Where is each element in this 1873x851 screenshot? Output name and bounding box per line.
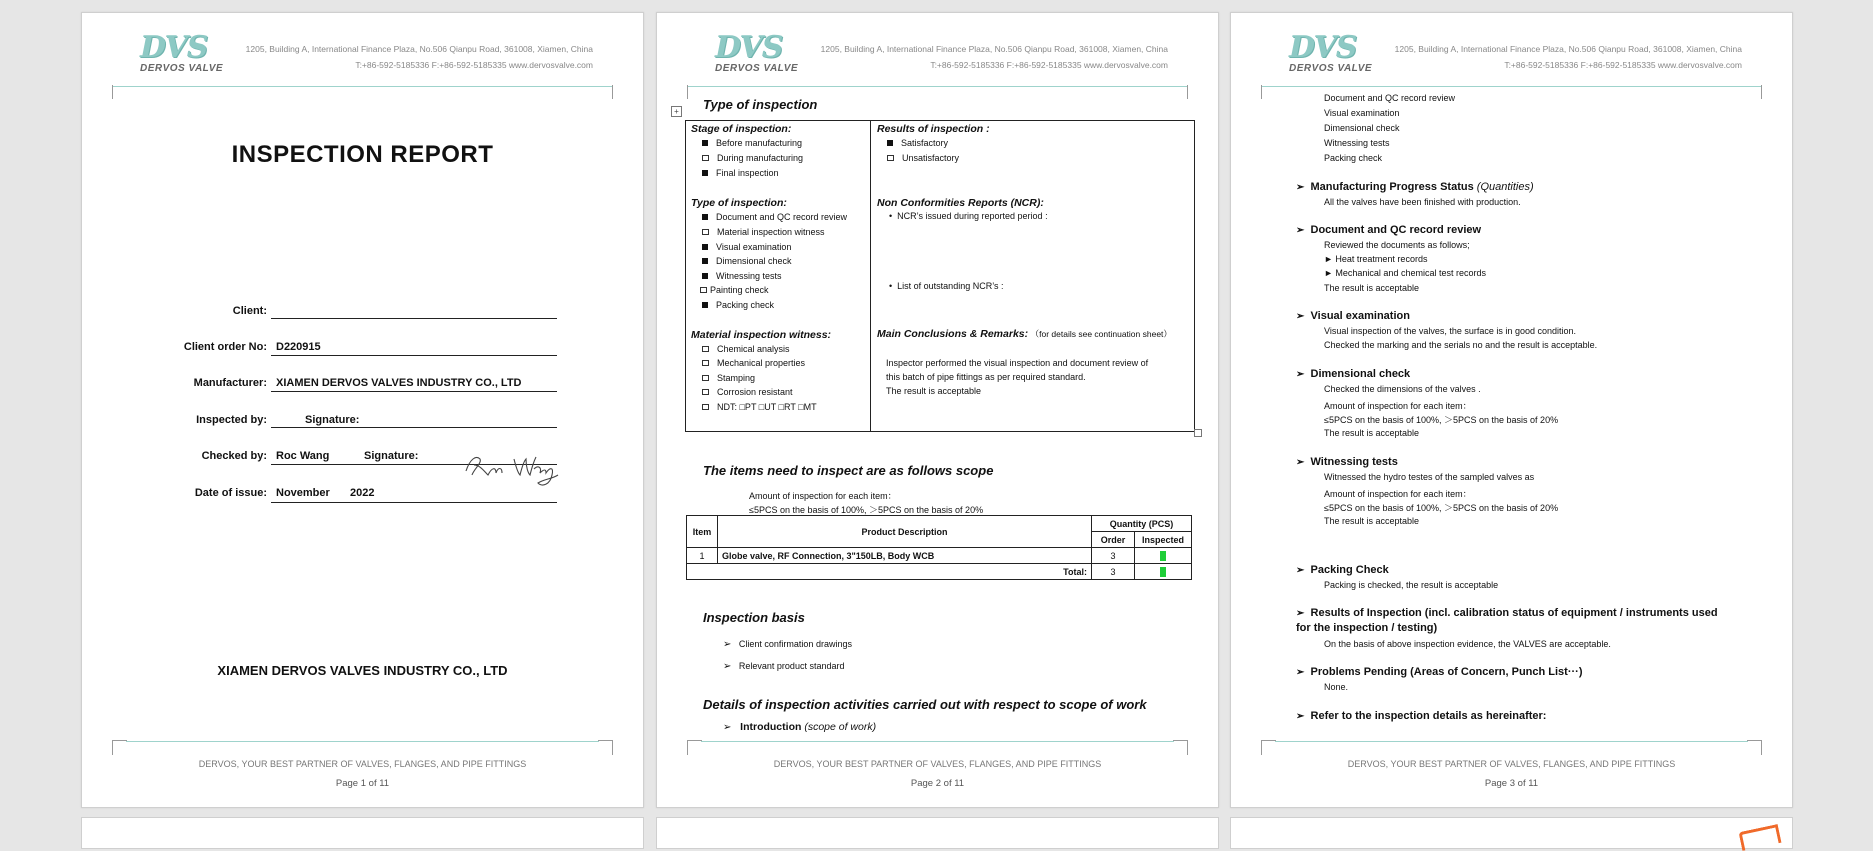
document-page-6: [1230, 817, 1793, 849]
type-item: Witnessing tests: [702, 271, 782, 281]
checkbox-empty-icon: [702, 155, 709, 161]
handwritten-signature: [462, 445, 562, 489]
document-page-1: [81, 12, 644, 808]
details-heading: Details of inspection activities carried out with respect to scope of work: [703, 697, 1147, 712]
header-divider: [1261, 86, 1762, 87]
header-address-block: [821, 41, 1168, 73]
checkbox-empty-icon: [887, 155, 894, 161]
header-address-block: [246, 41, 593, 73]
checkbox-empty-icon: [702, 360, 709, 366]
corner-mark: [112, 740, 127, 755]
checkbox-checked-icon: [702, 214, 708, 220]
type-item: Material inspection witness: [702, 227, 825, 237]
logo-text: DERVOS VALVE: [140, 63, 224, 74]
doc-line: ► Heat treatment records: [1324, 254, 1428, 264]
corner-mark: [1747, 740, 1762, 755]
checkbox-checked-icon: [702, 273, 708, 279]
manufacturer-label: Manufacturer:: [193, 377, 267, 389]
row-inspected: [1135, 548, 1192, 564]
arrow-bullet-icon: ➢: [1296, 225, 1305, 236]
checkbox-empty-icon: [700, 287, 707, 293]
field-underline: [271, 427, 557, 428]
header-divider: [687, 86, 1188, 87]
arrow-bullet-icon: ➢: [1296, 711, 1305, 722]
quantity-table: [686, 515, 1192, 580]
footer-divider: [701, 741, 1174, 742]
table-row: [687, 548, 1192, 564]
client-order-value: D220915: [276, 341, 321, 353]
inspected-highlight: [1160, 567, 1166, 577]
corner-mark: [598, 740, 613, 755]
footer-divider: [1275, 741, 1748, 742]
type-title: Type of inspection:: [691, 197, 787, 209]
col-qty-header: Quantity (PCS): [1092, 516, 1192, 532]
stage-item: Before manufacturing: [702, 138, 802, 148]
arrow-bullet-icon: ➢: [723, 722, 732, 733]
row-item: 1: [687, 548, 718, 564]
field-underline: [271, 391, 557, 392]
report-title: INSPECTION REPORT: [231, 141, 494, 168]
wit-line: The result is acceptable: [1324, 516, 1420, 526]
inspection-basis-heading: Inspection basis: [703, 610, 805, 625]
arrow-bullet-icon: ➢: [1296, 608, 1305, 619]
conclusions-line: The result is acceptable: [886, 386, 982, 396]
material-title: Material inspection witness:: [691, 329, 832, 341]
date-year: 2022: [350, 487, 375, 499]
scope-list-item: Document and QC record review: [1324, 93, 1456, 103]
table-move-handle-icon[interactable]: +: [671, 106, 682, 117]
checked-by-label: Checked by:: [201, 450, 267, 462]
corner-mark: [1261, 740, 1276, 755]
material-item: Chemical analysis: [702, 344, 790, 354]
document-page-2: [656, 12, 1219, 808]
dim-line: ≤5PCS on the basis of 100%, ＞5PCS on the basis of 20%: [1324, 415, 1559, 425]
type-item: Dimensional check: [702, 256, 792, 266]
table-total-row: [687, 564, 1192, 580]
scope-list-item: Witnessing tests: [1324, 138, 1390, 148]
conclusions-line: this batch of pipe fittings as per required standard.: [886, 372, 1086, 382]
ncr-title: Non Conformities Reports (NCR):: [877, 197, 1044, 209]
logo-mark: DVS: [1289, 30, 1357, 65]
row-desc: Globe valve, RF Connection, 3"150LB, Body WCB: [718, 548, 1092, 564]
inspected-highlight: [1160, 551, 1166, 561]
page-number: Page 2 of 11: [910, 778, 965, 789]
arrow-bullet-icon: ➢: [1296, 667, 1305, 678]
checkbox-checked-icon: [702, 302, 708, 308]
inspection-type-table: [685, 120, 1195, 432]
inspected-by-label: Inspected by:: [196, 414, 267, 426]
introduction-item: ➢ Introduction (scope of work): [723, 721, 877, 733]
checkbox-checked-icon: [887, 140, 893, 146]
doc-review-heading: ➢ Document and QC record review: [1296, 224, 1482, 236]
page-number: Page 3 of 11: [1484, 778, 1539, 789]
total-label: Total:: [687, 564, 1092, 580]
corner-mark: [687, 740, 702, 755]
col-inspected-header: Inspected: [1135, 532, 1192, 548]
col-item-header: Item: [687, 516, 718, 548]
checkbox-empty-icon: [702, 346, 709, 352]
conclusions-line: Inspector performed the visual inspection and document review of: [886, 358, 1149, 368]
visual-heading: ➢ Visual examination: [1296, 310, 1410, 322]
company-name: XIAMEN DERVOS VALVES INDUSTRY CO., LTD: [217, 663, 508, 678]
logo-mark: DVS: [715, 30, 783, 65]
stage-item: Final inspection: [702, 168, 779, 178]
corner-mark: [1173, 85, 1188, 99]
doc-line: Reviewed the documents as follows;: [1324, 240, 1470, 250]
mps-text: All the valves have been finished with production.: [1324, 197, 1521, 207]
table-divider: [870, 121, 871, 431]
dim-line: The result is acceptable: [1324, 428, 1420, 438]
client-order-label: Client order No:: [183, 341, 267, 353]
arrow-bullet-icon: ➢: [1296, 369, 1305, 380]
corner-mark: [598, 85, 613, 99]
footer-tagline: DERVOS, YOUR BEST PARTNER OF VALVES, FLANGES, AND PIPE FITTINGS: [773, 759, 1102, 769]
type-item: Visual examination: [702, 242, 791, 252]
footer-tagline: DERVOS, YOUR BEST PARTNER OF VALVES, FLANGES, AND PIPE FITTINGS: [1347, 759, 1676, 769]
page-number: Page 1 of 11: [335, 778, 390, 789]
dimensional-heading: ➢ Dimensional check: [1296, 368, 1411, 380]
table-resize-handle-icon[interactable]: [1194, 429, 1202, 437]
material-item: NDT: □PT □UT □RT □MT: [702, 402, 817, 412]
logo-mark: DVS: [140, 30, 208, 65]
type-item: Painting check: [700, 285, 769, 295]
header-address-block: [1395, 41, 1742, 73]
type-of-inspection-heading: Type of inspection: [703, 97, 818, 112]
ncr-outstanding: • List of outstanding NCR’s :: [889, 281, 1004, 291]
row-order: 3: [1092, 548, 1135, 564]
problems-heading: ➢ Problems Pending (Areas of Concern, Punch List···): [1296, 666, 1583, 678]
refer-heading: ➢ Refer to the inspection details as hereinafter:: [1296, 710, 1547, 722]
packing-heading: ➢ Packing Check: [1296, 564, 1389, 576]
type-item: Packing check: [702, 300, 774, 310]
doc-line: The result is acceptable: [1324, 283, 1420, 293]
dim-line: Amount of inspection for each item：: [1324, 401, 1472, 411]
scope-list-item: Visual examination: [1324, 108, 1400, 118]
conclusions-heading: Main Conclusions & Remarks: （for details see continuation sheet）: [877, 328, 1172, 340]
results-text: On the basis of above inspection evidence, the VALVES are acceptable.: [1324, 639, 1611, 649]
arrow-bullet-icon: ➢: [1296, 182, 1305, 193]
ncr-issued: • NCR’s issued during reported period :: [889, 211, 1048, 221]
arrow-bullet-icon: ➢: [723, 661, 732, 672]
company-logo: [1289, 30, 1379, 74]
results-heading-cont: for the inspection / testing): [1296, 622, 1438, 634]
corner-mark: [1173, 740, 1188, 755]
checkbox-checked-icon: [702, 244, 708, 250]
stage-item: During manufacturing: [702, 153, 803, 163]
basis-item: ➢ Client confirmation drawings: [723, 639, 852, 650]
dim-line: Checked the dimensions of the valves .: [1324, 384, 1481, 394]
basis-item: ➢ Relevant product standard: [723, 661, 845, 672]
checkbox-empty-icon: [702, 229, 709, 235]
total-order: 3: [1092, 564, 1135, 580]
col-desc-header: Product Description: [718, 516, 1092, 548]
corner-mark: [112, 85, 127, 99]
results-title: Results of inspection :: [877, 123, 990, 135]
logo-text: DERVOS VALVE: [715, 63, 799, 74]
checkbox-empty-icon: [702, 404, 709, 410]
inspected-signature-label: Signature:: [305, 414, 360, 426]
material-item: Stamping: [702, 373, 755, 383]
document-page-4: [81, 817, 644, 849]
footer-divider: [126, 741, 599, 742]
header-address: 1205, Building A, International Finance Plaza, No.506 Qianpu Road, 361008, Xiamen, China: [820, 44, 1168, 54]
checkbox-checked-icon: [702, 140, 708, 146]
checkbox-empty-icon: [702, 389, 709, 395]
header-contact: T:+86-592-5185336 F:+86-592-5185335 www.dervosvalve.com: [355, 60, 593, 70]
manufacturer-value: XIAMEN DERVOS VALVES INDUSTRY CO., LTD: [276, 377, 522, 389]
header-address: 1205, Building A, International Finance Plaza, No.506 Qianpu Road, 361008, Xiamen, China: [1394, 44, 1742, 54]
checked-signature-label: Signature:: [364, 450, 419, 462]
scope-list-item: Dimensional check: [1324, 123, 1400, 133]
company-logo: [715, 30, 805, 74]
witnessing-heading: ➢ Witnessing tests: [1296, 456, 1398, 468]
results-heading: ➢ Results of Inspection (incl. calibration status of equipment / instruments used: [1296, 607, 1718, 619]
header-divider: [112, 86, 613, 87]
company-logo: [140, 30, 230, 74]
stage-title: Stage of inspection:: [691, 123, 792, 135]
visual-line: Checked the marking and the serials no and the result is acceptable.: [1324, 340, 1598, 350]
pack-text: Packing is checked, the result is acceptable: [1324, 580, 1499, 590]
corner-mark: [687, 85, 702, 99]
document-page-3: [1230, 12, 1793, 808]
arrow-bullet-icon: ➢: [1296, 311, 1305, 322]
header-address: 1205, Building A, International Finance Plaza, No.506 Qianpu Road, 361008, Xiamen, China: [245, 44, 593, 54]
doc-line: ► Mechanical and chemical test records: [1324, 268, 1486, 278]
arrow-bullet-icon: ➢: [723, 639, 732, 650]
footer-tagline: DERVOS, YOUR BEST PARTNER OF VALVES, FLANGES, AND PIPE FITTINGS: [198, 759, 527, 769]
field-underline: [271, 355, 557, 356]
problems-text: None.: [1324, 682, 1349, 692]
visual-line: Visual inspection of the valves, the surface is in good condition.: [1324, 326, 1576, 336]
scope-list-item: Packing check: [1324, 153, 1383, 163]
logo-text: DERVOS VALVE: [1289, 63, 1373, 74]
scope-heading: The items need to inspect are as follows scope: [703, 463, 994, 478]
document-page-5: [656, 817, 1219, 849]
corner-mark: [1747, 85, 1762, 99]
wit-line: ≤5PCS on the basis of 100%, ＞5PCS on the basis of 20%: [1324, 503, 1559, 513]
wit-line: Witnessed the hydro testes of the sampled valves as: [1324, 472, 1535, 482]
type-item: Document and QC record review: [702, 212, 847, 222]
field-underline: [271, 502, 557, 503]
field-underline: [271, 318, 557, 319]
scope-line: Amount of inspection for each item：: [749, 491, 897, 501]
header-contact: T:+86-592-5185336 F:+86-592-5185335 www.dervosvalve.com: [930, 60, 1168, 70]
material-item: Corrosion resistant: [702, 387, 793, 397]
date-month: November: [276, 487, 330, 499]
arrow-bullet-icon: ➢: [1296, 565, 1305, 576]
checkbox-checked-icon: [702, 258, 708, 264]
col-order-header: Order: [1092, 532, 1135, 548]
scope-line: ≤5PCS on the basis of 100%, ＞5PCS on the basis of 20%: [749, 505, 984, 515]
checkbox-empty-icon: [702, 375, 709, 381]
checkbox-checked-icon: [702, 170, 708, 176]
header-contact: T:+86-592-5185336 F:+86-592-5185335 www.dervosvalve.com: [1504, 60, 1742, 70]
checked-by-value: Roc Wang: [276, 450, 330, 462]
mps-heading: ➢ Manufacturing Progress Status (Quantities): [1296, 181, 1534, 193]
client-label: Client:: [232, 305, 267, 317]
date-of-issue-label: Date of issue:: [194, 487, 267, 499]
total-inspected: [1135, 564, 1192, 580]
corner-mark: [1261, 85, 1276, 99]
wit-line: Amount of inspection for each item：: [1324, 489, 1472, 499]
arrow-bullet-icon: ➢: [1296, 457, 1305, 468]
results-item: Unsatisfactory: [887, 153, 959, 163]
results-item: Satisfactory: [887, 138, 948, 148]
material-item: Mechanical properties: [702, 358, 805, 368]
